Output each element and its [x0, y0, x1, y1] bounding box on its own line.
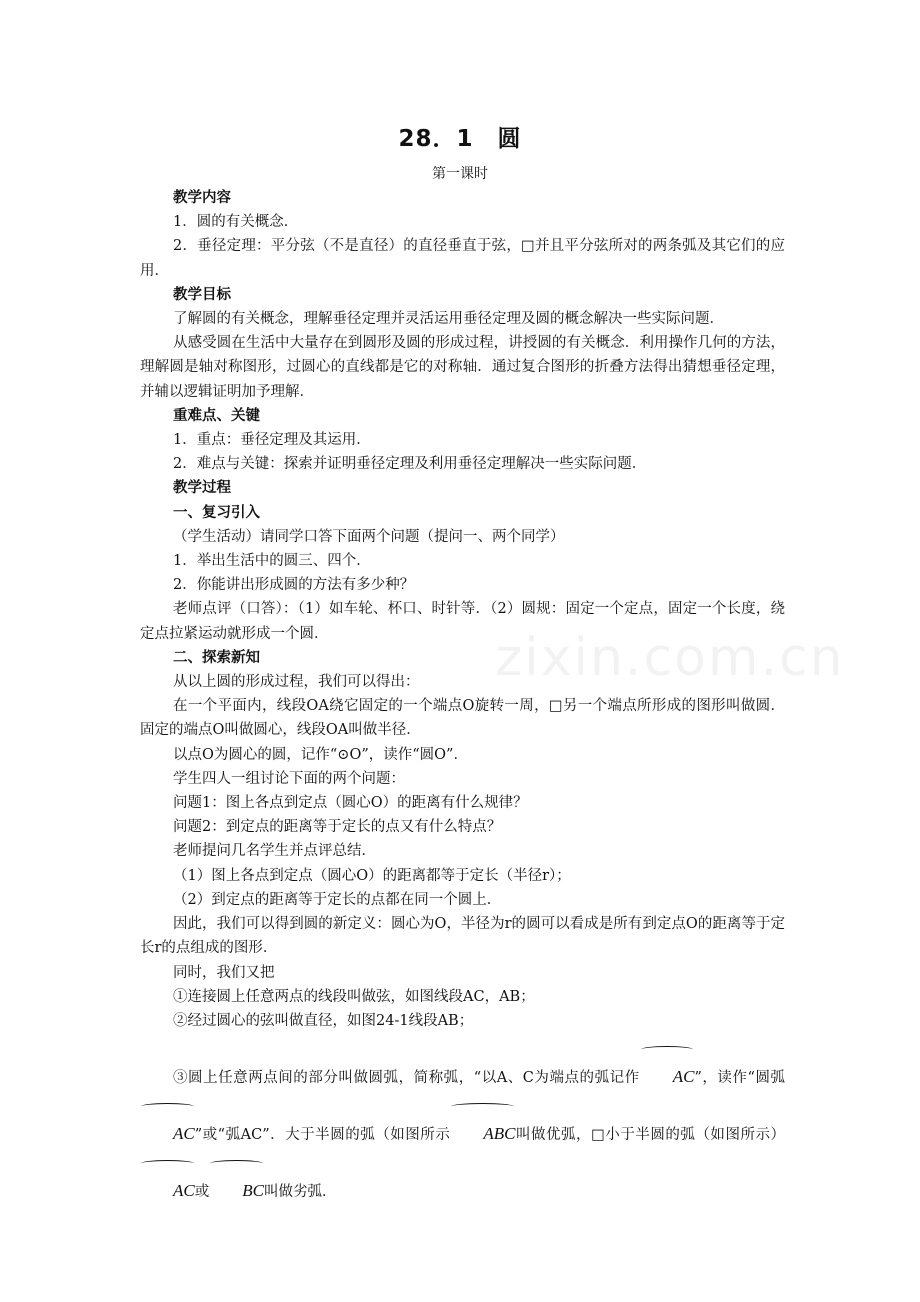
paragraph: 从感受圆在生活中大量存在到圆形及圆的形成过程，讲授圆的有关概念．利用操作几何的方法，理解圆是轴对称图形，过圆心的直线都是它的对称轴．通过复合图形的折叠方法得出猜想垂径定理，并辅以逻辑证明加予理解． — [140, 335, 785, 400]
paragraph: 以点O为圆心的圆，记作“⊙O”，读作“圆O”． — [173, 746, 468, 763]
paragraph: 因此，我们可以得到圆的新定义：圆心为O，半径为r的圆可以看成是所有到定点O的距离等于定长r的点组成的图形． — [140, 916, 785, 957]
text-run: ”，读作“圆弧 — [694, 1070, 785, 1087]
text-run: 叫做劣弧． — [263, 1184, 337, 1201]
paragraph-arc-definition — [140, 1049, 785, 1220]
arc-symbol: ABC — [450, 1106, 515, 1162]
paragraph: ①连接圆上任意两点的线段叫做弦，如图线段AC，AB； — [173, 988, 535, 1005]
paragraph: 从以上圆的形成过程，我们可以得出： — [173, 674, 420, 691]
paragraph: （学生活动）请同学口答下面两个问题（提问一、两个同学） — [173, 528, 565, 545]
paragraph: 问题2：到定点的距离等于定长的点又有什么特点？ — [173, 819, 502, 836]
arc-symbol: AC — [140, 1106, 195, 1162]
text-run: 叫做优弧，□小于半圆的弧（如图所示） — [515, 1127, 785, 1144]
paragraph: 1．圆的有关概念． — [173, 214, 299, 231]
paragraph: 问题1：图上各点到定点（圆心O）的距离有什么规律？ — [173, 795, 528, 812]
section-heading: 教学内容 — [173, 190, 231, 206]
text-run: ”或“弧AC”．大于半圆的弧（如图所示 — [194, 1127, 451, 1144]
paragraph: 在一个平面内，线段OA绕它固定的一个端点O旋转一周，□另一个端点所形成的图形叫做圆．固定的端点O叫做圆心，线段OA叫做半径． — [140, 698, 785, 739]
paragraph: 2．你能讲出形成圆的方法有多少种？ — [173, 577, 415, 594]
arc-symbol: BC — [209, 1163, 264, 1219]
paragraph: 了解圆的有关概念，理解垂径定理并灵活运用垂径定理及圆的概念解决一些实际问题． — [173, 311, 724, 328]
paragraph: 1．重点：垂径定理及其运用． — [173, 432, 371, 449]
paragraph: （2）到定点的距离等于定长的点都在同一个圆上． — [173, 891, 502, 908]
paragraph: 老师点评（口答）：（1）如车轮、杯口、时针等．（2）圆规：固定一个定点，固定一个长度，绕定点拉紧运动就形成一个圆． — [140, 601, 785, 642]
section-heading: 教学过程 — [173, 480, 231, 497]
paragraph: （1）图上各点到定点（圆心O）的距离都等于定长（半径r）； — [173, 867, 571, 884]
watermark: zixin.com.cn — [495, 628, 845, 688]
paragraph: ②经过圆心的弦叫做直径，如图24-1线段AB； — [173, 1012, 474, 1029]
arc-symbol: AC — [640, 1049, 695, 1105]
document-body — [140, 186, 785, 1220]
subsection-heading: 一、复习引入 — [173, 504, 260, 521]
paragraph: 同时，我们又把 — [173, 964, 275, 981]
paragraph: 1．举出生活中的圆三、四个． — [173, 553, 371, 570]
section-heading: 重难点、关键 — [173, 407, 260, 424]
paragraph: 2．难点与关键：探索并证明垂径定理及利用垂径定理解决一些实际问题． — [173, 456, 647, 473]
page-title: 28．1 圆 — [398, 126, 522, 152]
section-heading: 教学目标 — [173, 286, 231, 303]
paragraph: 老师提问几名学生并点评总结． — [173, 843, 376, 860]
arc-symbol: AC — [140, 1163, 195, 1219]
text-run: 或 — [194, 1184, 210, 1201]
text-run: ③圆上任意两点间的部分叫做圆弧，简称弧，“以A、C为端点的弧记作 — [173, 1070, 640, 1087]
paragraph: 2．垂径定理：平分弦（不是直径）的直径垂直于弦，□并且平分弦所对的两条弧及其它们的应用． — [140, 238, 785, 279]
page-subtitle: 第一课时 — [432, 166, 488, 182]
paragraph: 学生四人一组讨论下面的两个问题： — [173, 770, 405, 787]
subsection-heading: 二、探索新知 — [173, 649, 260, 666]
